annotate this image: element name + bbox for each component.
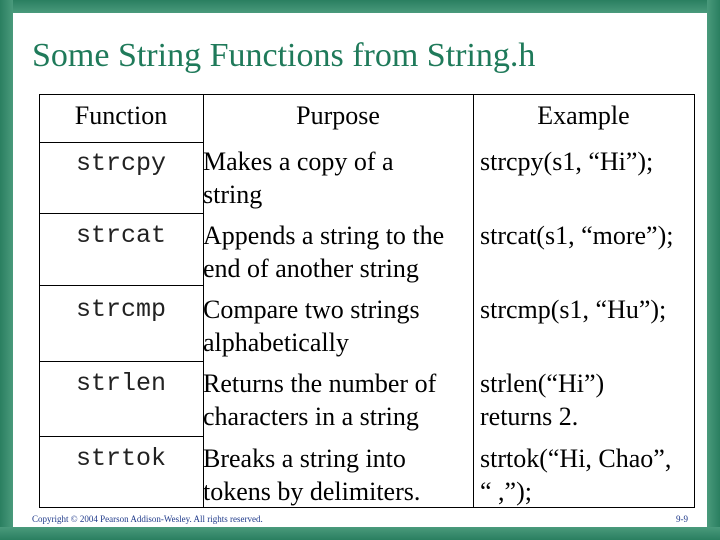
purpose-line: Appends a string to the bbox=[203, 221, 445, 250]
table-column-divider bbox=[473, 94, 474, 508]
slide-frame-left bbox=[0, 0, 13, 540]
purpose-line: Breaks a string into bbox=[203, 444, 406, 473]
example-line: returns 2. bbox=[480, 402, 579, 431]
purpose-line: characters in a string bbox=[203, 402, 419, 431]
example-cell bbox=[480, 145, 692, 178]
example-cell bbox=[480, 442, 692, 508]
header-example: Example bbox=[537, 101, 630, 130]
slide-frame-top bbox=[0, 0, 720, 13]
table-row-separator bbox=[39, 285, 204, 286]
purpose-line: string bbox=[203, 180, 263, 209]
example-line: strcpy(s1, “Hi”); bbox=[480, 147, 654, 176]
purpose-cell bbox=[203, 442, 471, 508]
function-name-cell: strcat bbox=[75, 221, 166, 250]
slide-title: Some String Functions from String.h bbox=[32, 37, 536, 74]
page-number: 9-9 bbox=[676, 514, 688, 524]
example-line: strcmp(s1, “Hu”); bbox=[480, 295, 667, 324]
table-top-border bbox=[39, 94, 694, 95]
table-right-border bbox=[694, 94, 695, 508]
table-row-separator bbox=[39, 213, 204, 214]
slide-frame-right bbox=[707, 0, 720, 540]
slide bbox=[13, 13, 707, 527]
function-name-cell: strlen bbox=[75, 369, 166, 398]
purpose-cell bbox=[203, 293, 471, 359]
table-row-separator bbox=[39, 142, 204, 143]
function-name-cell: strtok bbox=[75, 444, 166, 473]
purpose-line: Compare two strings bbox=[203, 295, 420, 324]
example-line: “ ,”); bbox=[480, 477, 532, 506]
purpose-line: tokens by delimiters. bbox=[203, 477, 421, 506]
copyright-notice: Copyright © 2004 Pearson Addison-Wesley. All rights reserved. bbox=[32, 514, 263, 524]
purpose-line: Makes a copy of a bbox=[203, 147, 394, 176]
example-cell bbox=[480, 293, 692, 326]
table-row-separator bbox=[39, 436, 204, 437]
header-purpose: Purpose bbox=[296, 101, 380, 130]
header-function: Function bbox=[74, 101, 168, 130]
purpose-line: Returns the number of bbox=[203, 369, 437, 398]
example-line: strtok(“Hi, Chao”, bbox=[480, 444, 672, 473]
purpose-line: alphabetically bbox=[203, 328, 349, 357]
function-name-cell: strcmp bbox=[75, 295, 166, 324]
example-cell bbox=[480, 219, 692, 252]
string-functions-table bbox=[13, 13, 707, 527]
purpose-cell bbox=[203, 367, 471, 433]
purpose-line: end of another string bbox=[203, 254, 419, 283]
table-row-separator bbox=[39, 361, 204, 362]
example-line: strlen(“Hi”) bbox=[480, 369, 605, 398]
example-cell bbox=[480, 367, 692, 433]
example-line: strcat(s1, “more”); bbox=[480, 221, 674, 250]
purpose-cell bbox=[203, 219, 471, 285]
slide-frame-bottom bbox=[0, 527, 720, 540]
function-name-cell: strcpy bbox=[75, 149, 166, 178]
purpose-cell bbox=[203, 145, 471, 211]
